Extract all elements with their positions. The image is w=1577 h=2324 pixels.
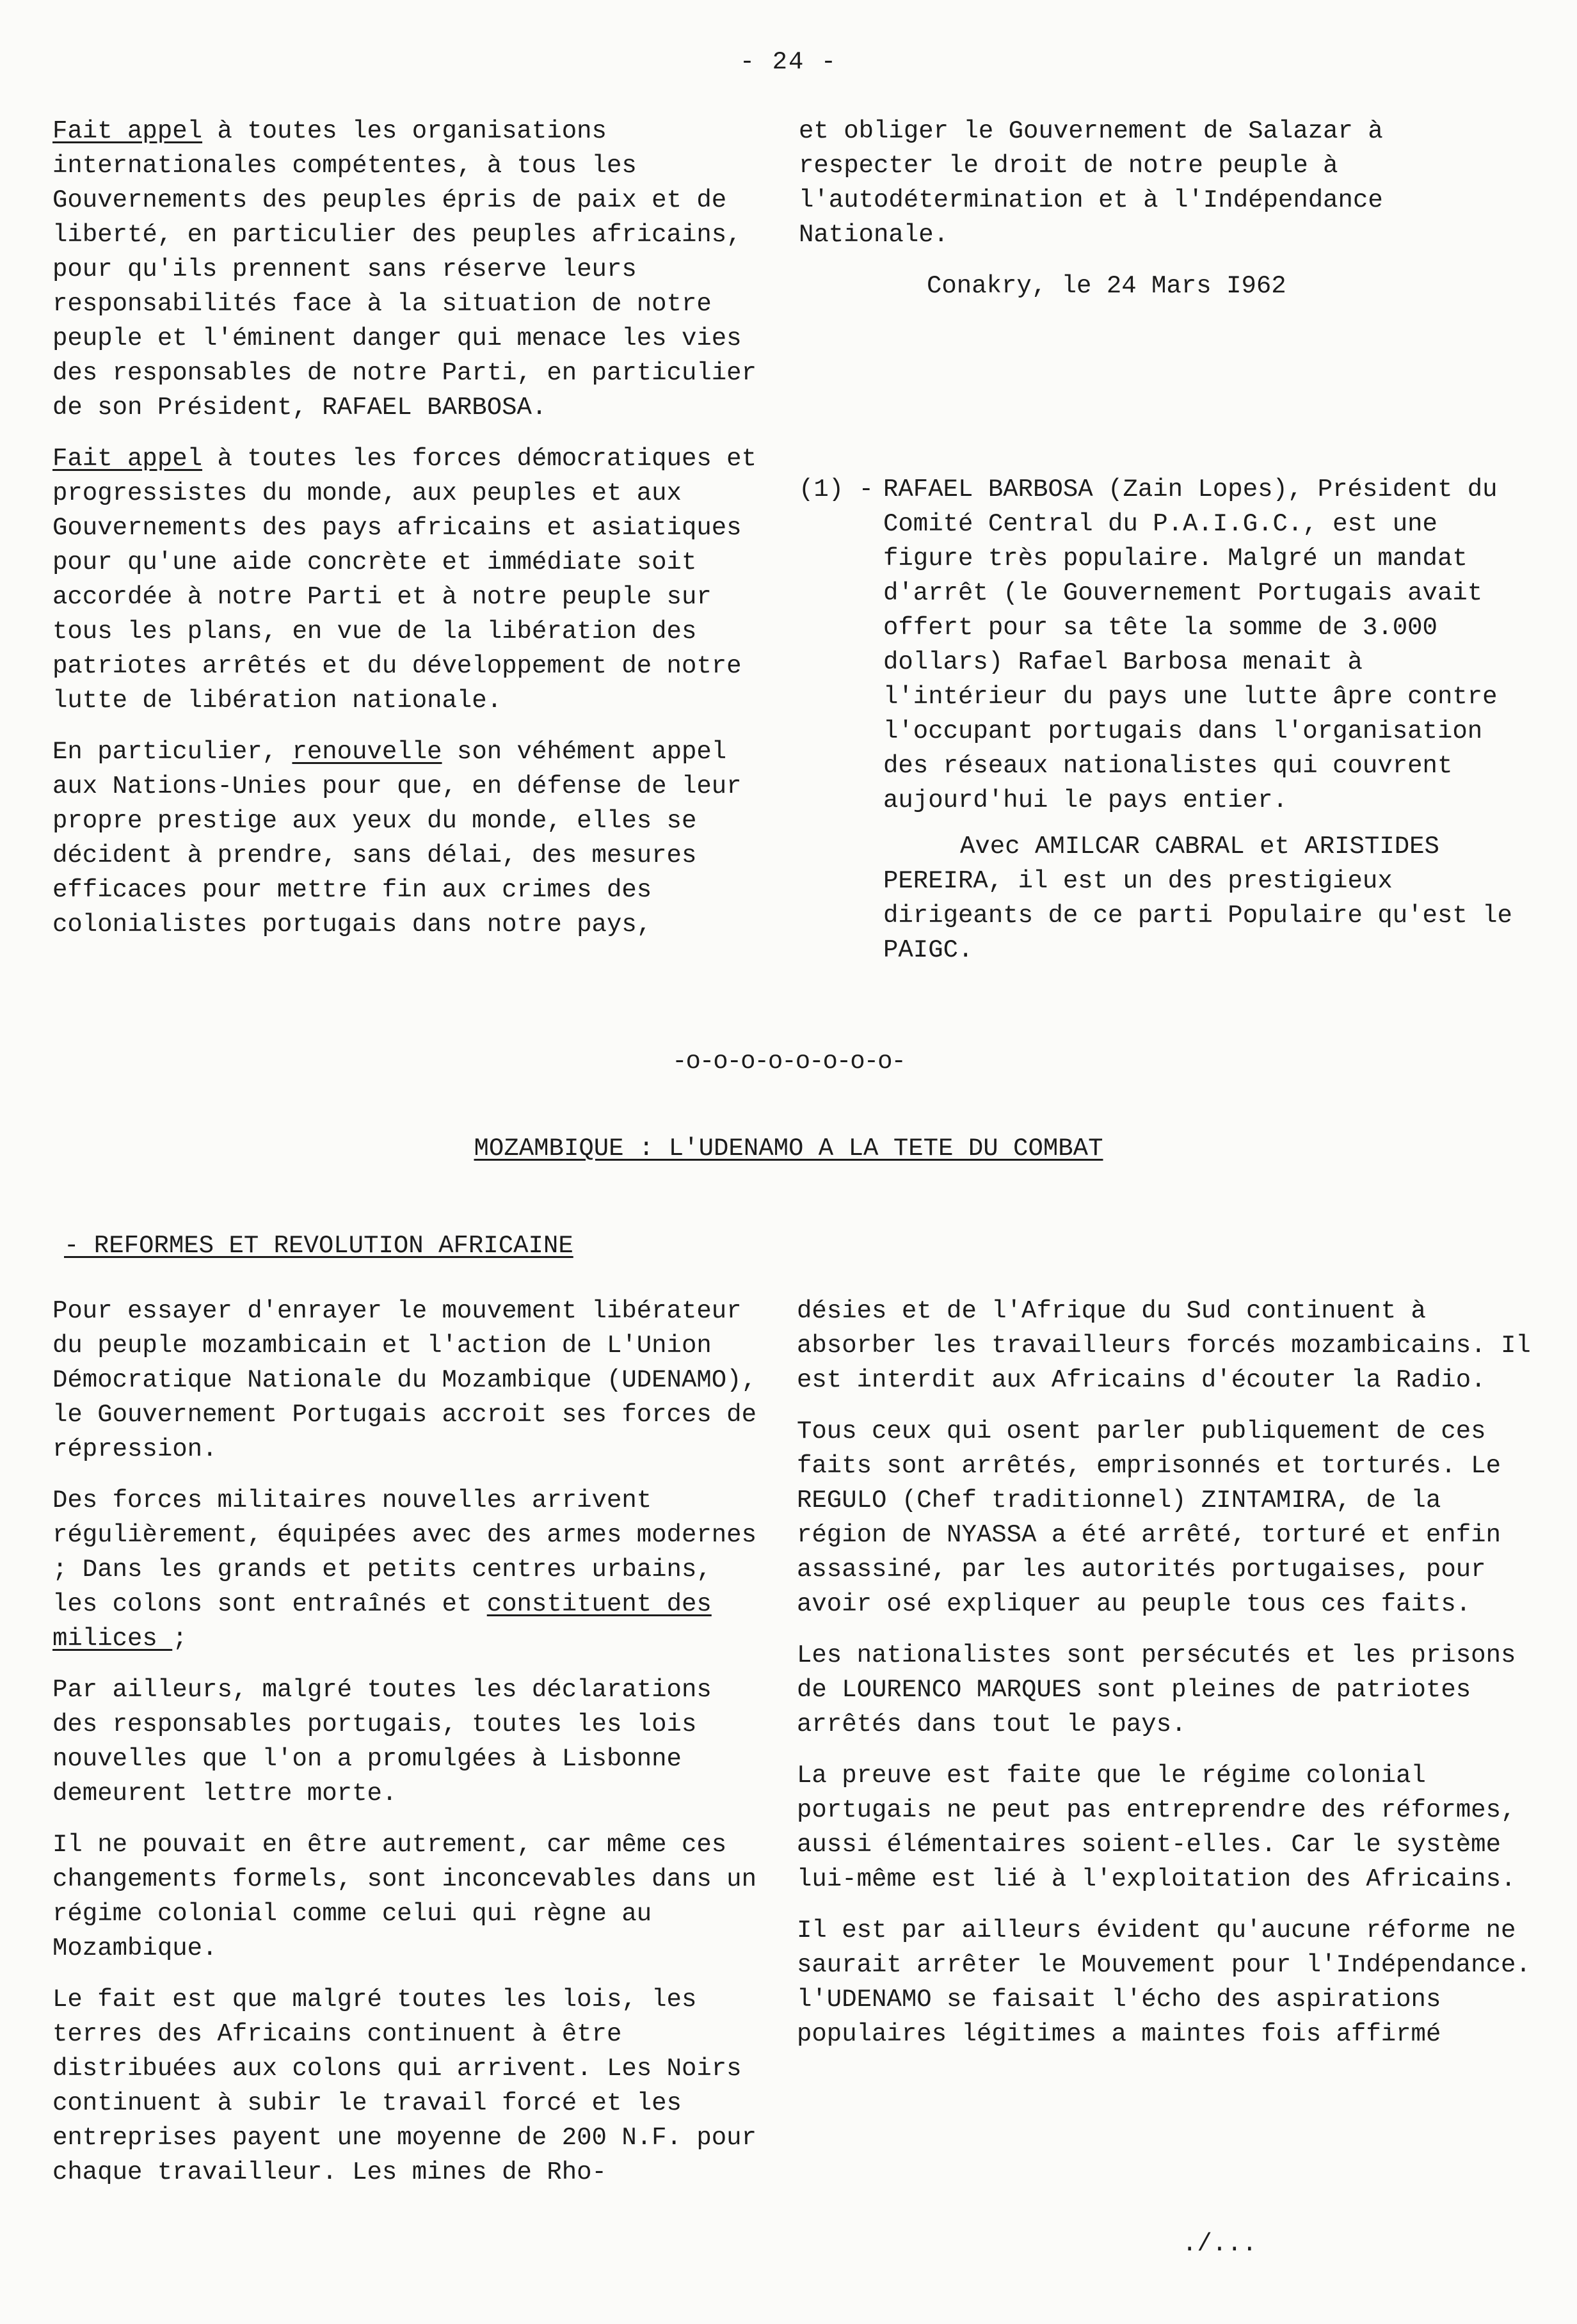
article-text: Des forces militaires nouvelles arrivent régulièrement, équipées avec des armes modernes ; Dans les grands et petits centres urbains, les colons sont entraînés et <box>52 1486 756 1618</box>
dateline: Conakry, le 24 Mars I962 <box>927 272 1286 300</box>
separator: -o-o-o-o-o-o-o-o- <box>672 1047 905 1076</box>
page-number: - 24 - <box>739 48 838 76</box>
footnote-marker: (1) - <box>799 475 874 504</box>
section-title: - REFORMES ET REVOLUTION AFRICAINE <box>64 1232 573 1260</box>
footnote-paragraph-2: Avec AMILCAR CABRAL et ARISTIDES PEREIRA, il est un des prestigieux dirigeants de ce parti Populaire qu'est le PAIGC. <box>883 832 1512 964</box>
appeal-text: son véhément appel aux Nations-Unies pour que, en défense de leur propre prestige aux yeux du monde, elles se décident à prendre, sans délai, des mesures efficaces pour mettre fin aux crimes des colonialistes portugais dans notre pays, <box>52 738 742 939</box>
article-paragraph-6: désies et de l'Afrique du Sud continuent à absorber les travailleurs forcés mozambicains. Il est interdit aux Africains d'écouter la Radio. <box>797 1297 1531 1394</box>
article-paragraph-8: Les nationalistes sont persécutés et les prisons de LOURENCO MARQUES sont pleines de patriotes arrêtés dans tout le pays. <box>797 1641 1516 1739</box>
appeal-underlined: renouvelle <box>292 738 442 766</box>
article-paragraph-4: Il ne pouvait en être autrement, car même ces changements formels, sont inconcevables dans un régime colonial comme celui qui règne au Mozambique. <box>52 1831 756 1962</box>
appeal-lead: Fait appel <box>52 117 203 145</box>
top-right-column <box>799 114 1528 320</box>
appeal-paragraph-1 <box>52 114 769 425</box>
article-paragraph-10 <box>797 1913 1533 2051</box>
article-underlined: constituent des milices <box>52 1590 712 1653</box>
article-text-end: ; <box>172 1625 188 1653</box>
footnote-body <box>883 472 1528 967</box>
article-title: MOZAMBIQUE : L'UDENAMO A LA TETE DU COMBAT <box>474 1134 1103 1163</box>
appeal-paragraph-3 <box>52 735 769 942</box>
appeal-paragraph-2 <box>52 442 769 718</box>
footnote <box>799 472 1528 979</box>
article-paragraph-5: Le fait est que malgré toutes les lois, les terres des Africains continuent à être distribuées aux colons qui arrivent. Les Noirs continuent à subir le travail forcé et les entreprises payent une moyenne de 200 N.F. pour chaque travailleur. Les mines de Rho- <box>52 1986 756 2186</box>
bottom-right-column <box>797 1294 1533 2068</box>
bottom-left-column <box>52 1294 763 2206</box>
article-paragraph-9: La preuve est faite que le régime colonial portugais ne peut pas entreprendre des réformes, aussi élémentaires soient-elles. Car le système lui-même est lié à l'exploitation des Africains. <box>797 1762 1516 1893</box>
appeal-start: En particulier, <box>52 738 292 766</box>
appeal-text: à toutes les organisations internationales compétentes, à tous les Gouvernements des peuples épris de paix et de liberté, en particulier des peuples africains, pour qu'ils prennent sans réserve leurs responsabilités face à la situation de notre peuple et l'éminent danger qui menace les vies des responsables de notre Parti, en particulier de son Président, RAFAEL BARBOSA. <box>52 117 756 422</box>
continuation-mark: ./... <box>1181 2230 1257 2258</box>
article-text: l'UDENAMO se faisait l'écho des aspirations populaires légitimes a maintes fois affirmé <box>797 1986 1441 2048</box>
article-paragraph-7: Tous ceux qui osent parler publiquement de ces faits sont arrêtés, emprisonnés et torturés. Le REGULO (Chef traditionnel) ZINTAMIRA, de la région de NYASSA a été arrêté, torturé et enfin assassiné, par les autorités portugaises, pour avoir osé expliquer au peuple tous ces faits. <box>797 1417 1501 1618</box>
article-paragraph-2 <box>52 1483 763 1656</box>
appeal-continuation: et obliger le Gouvernement de Salazar à respecter le droit de notre peuple à l'autodétermination et à l'Indépendance Nationale. <box>799 117 1383 249</box>
article-text: Il est par ailleurs évident qu'aucune réforme ne saurait arrêter le Mouvement pour l'Indépendance. <box>797 1916 1531 1979</box>
appeal-text: à toutes les forces démocratiques et progressistes du monde, aux peuples et aux Gouvernements des pays africains et asiatiques pour qu'une aide concrète et immédiate soit accordée à notre Parti et à notre peuple sur tous les plans, en vue de la libération des patriotes arrêtés et du développement de notre lutte de libération nationale. <box>52 445 756 715</box>
top-left-column <box>52 114 769 959</box>
article-paragraph-1: Pour essayer d'enrayer le mouvement libérateur du peuple mozambicain et l'action de L'Union Démocratique Nationale du Mozambique (UDENAMO), le Gouvernement Portugais accroit ses forces de répression. <box>52 1297 756 1463</box>
article-paragraph-3: Par ailleurs, malgré toutes les déclarations des responsables portugais, toutes les lois nouvelles que l'on a promulgées à Lisbonne demeurent lettre morte. <box>52 1676 712 1808</box>
footnote-paragraph-1: RAFAEL BARBOSA (Zain Lopes), Président du Comité Central du P.A.I.G.C., est une figure très populaire. Malgré un mandat d'arrêt (le Gouvernement Portugais avait offert pour sa tête la somme de 3.000 dollars) Rafael Barbosa menait à l'intérieur du pays une lutte âpre contre l'occupant portugais dans l'organisation des réseaux nationalistes qui couvrent aujourd'hui le pays entier. <box>883 475 1498 815</box>
appeal-lead: Fait appel <box>52 445 203 473</box>
